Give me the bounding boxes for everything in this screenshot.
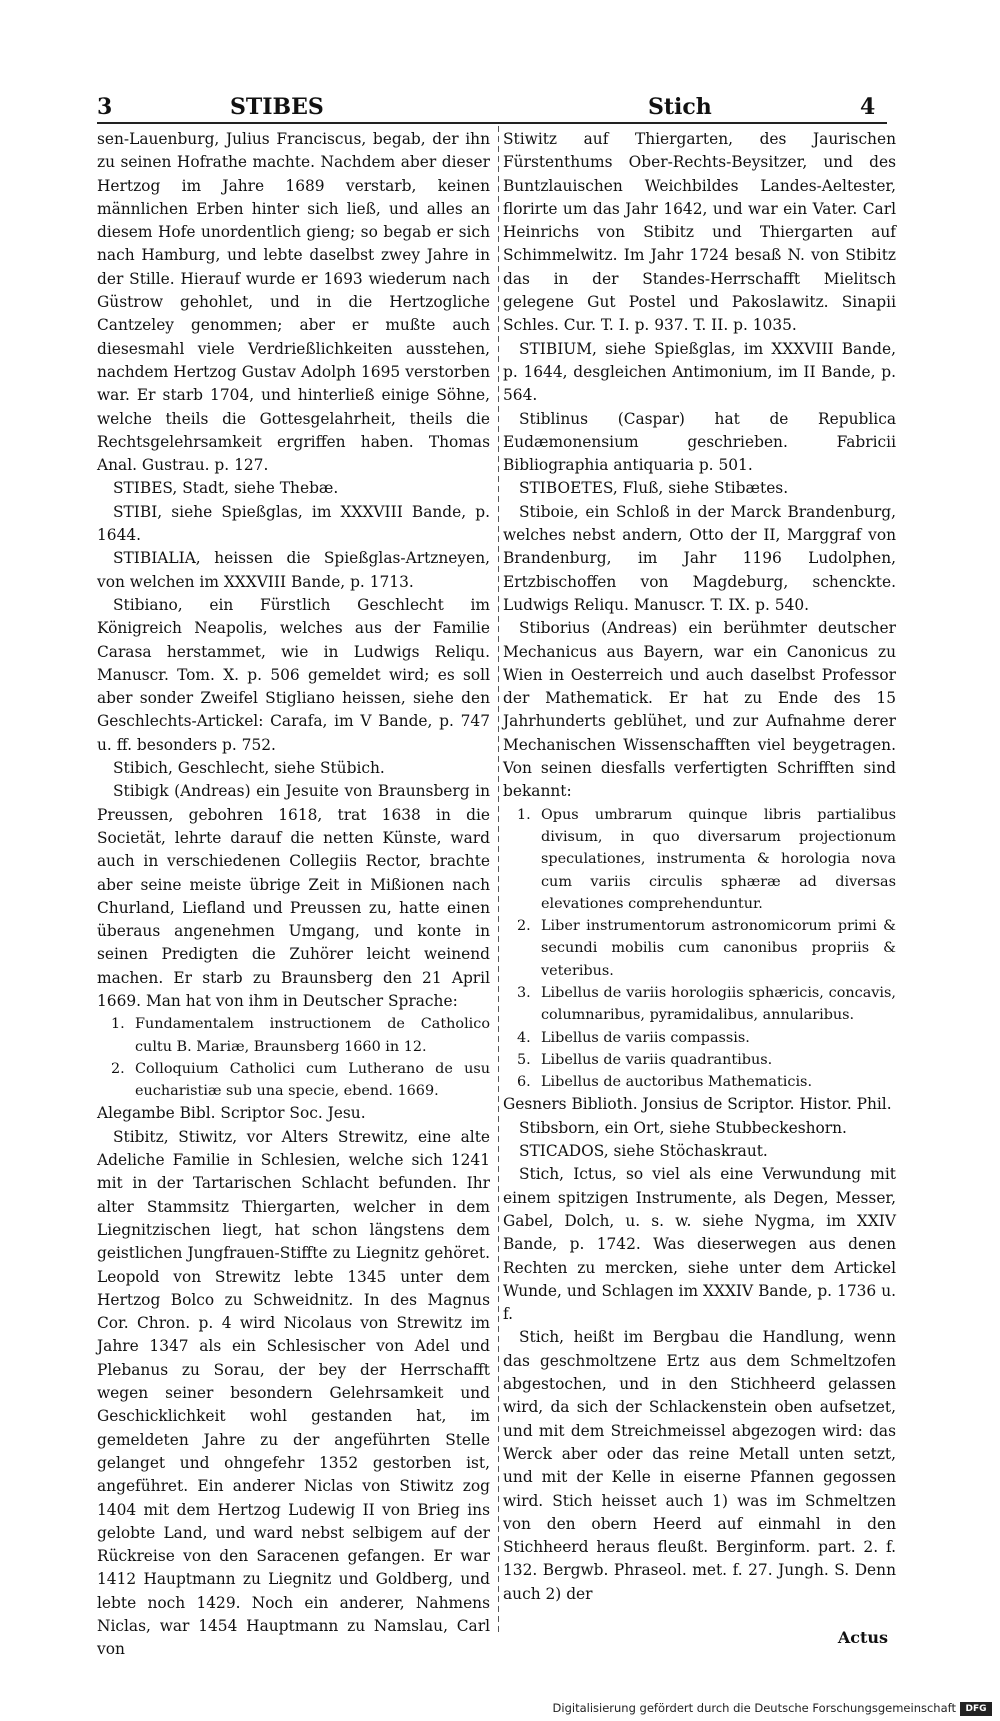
entry-paragraph: Stibich, Geschlecht, siehe Stübich. bbox=[113, 759, 385, 778]
list-item-number: 1. bbox=[111, 1016, 125, 1033]
entry-paragraph: Stiboie, ein Schloß in der Marck Brandenburg, welches nebst andern, Otto der II, Marggraf von Brandenburg, im Jahr 1196 Ludolphen, Ertzbischoffen von Magdeburg, schenckte. Ludwigs Reliqu. Manuscr. T. IX. p. 540. bbox=[503, 502, 896, 614]
entry-paragraph: STIBIUM, siehe Spießglas, im XXXVIII Bande, p. 1644, desgleichen Antimonium, im II Bande, p. 564. bbox=[503, 339, 896, 405]
list-item-number: 5. bbox=[517, 1051, 531, 1068]
entry-paragraph: Stiblinus (Caspar) hat de Republica Eudæmonensium geschrieben. Fabricii Bibliographia antiquaria p. 501. bbox=[503, 409, 896, 475]
left-running-head: STIBES bbox=[230, 94, 324, 120]
list-item-number: 3. bbox=[517, 984, 531, 1001]
entry-paragraph: Stibiano, ein Fürstlich Geschlecht im Königreich Neapolis, welches aus der Familie Carasa herstammet, wie in Ludwigs Reliqu. Manuscr. Tom. X. p. 506 gemeldet wird; es soll aber sonder Zweifel Stigliano heissen, siehe den Geschlechts-Artickel: Carafa, im V Bande, p. 747 u. ff. besonders p. 752. bbox=[97, 595, 490, 754]
list-item-number: 1. bbox=[517, 806, 531, 823]
left-column bbox=[97, 128, 490, 1662]
left-page-number: 3 bbox=[97, 94, 113, 120]
list-item-number: 2. bbox=[517, 918, 531, 935]
list-item-text: Libellus de variis horologiis sphæricis, concavis, columnaribus, pyramidalibus, annularibus. bbox=[541, 984, 896, 1024]
works-list bbox=[503, 804, 896, 1094]
entry-paragraph: Stibitz, Stiwitz, vor Alters Strewitz, eine alte Adeliche Familie in Schlesien, welche sich 1241 mit in der Tartarischen Schlacht befunden. Ihr alter Stammsitz Thiergarten, welcher in dem Liegnitzischen liegt, hat schon längstens dem geistlichen Jungfrauen-Stiffte zu Liegnitz gehöret. Leopold von Strewitz lebte 1345 unter dem Hertzog Bolco zu Schweidnitz. In des Magnus Cor. Chron. p. 4 wird Nicolaus von Strewitz im Jahre 1347 als ein Schlesischer von Adel und Plebanus zu Sorau, der bey der Herrschafft wegen seiner besondern Gelehrsamkeit und Geschicklichkeit wohl gestanden hat, im gemeldeten Jahre zu der angeführten Stelle gelanget und ohngefehr 1352 gestorben ist, angeführet. Ein anderer Niclas von Stiwitz zog 1404 mit dem Hertzog Ludewig II von Brieg ins gelobte Land, und ward nebst selbigem auf der Rückreise von den Saracenen gefangen. Er war 1412 Hauptmann zu Liegnitz und Goldberg, und lebte noch 1429. Noch ein anderer, Nahmens Niclas, war 1454 Hauptmann zu Namslau, Carl von bbox=[97, 1127, 490, 1659]
right-column bbox=[503, 128, 896, 1606]
entry-paragraph: Alegambe Bibl. Scriptor Soc. Jesu. bbox=[97, 1104, 366, 1123]
list-item bbox=[503, 915, 896, 982]
entry-paragraph: STIBOETES, Fluß, siehe Stibætes. bbox=[519, 479, 789, 498]
entry-paragraph: Stich, heißt im Bergbau die Handlung, wenn das geschmoltzene Ertz aus dem Schmeltzofen abgestochen, und in den Stichheerd gelassen wird, da sich der Schlackenstein oben aufsetzet, und mit dem Streichmeissel abgezogen wird: das Werck aber oder das reine Metall unten setzt, und mit der Kelle in eiserne Pfannen gegossen wird. Stich heisset auch 1) was im Schmeltzen von den obern Heerd auf einmahl in den Stichheerd heraus fleußt. Berginform. part. 2. f. 132. Bergwb. Phraseol. met. f. 27. Jungh. S. Denn auch 2) der bbox=[503, 1328, 896, 1603]
entry-paragraph: sen-Lauenburg, Julius Franciscus, begab, der ihn zu seinen Hofrathe machte. Nachdem aber dieser Hertzog im Jahre 1689 verstarb, keinen männlichen Erben hinter sich ließ, und alles an diesem Hofe unordentlich gieng; so begab er sich nach Hamburg, und lebte daselbst zwey Jahre in der Stille. Hierauf wurde er 1693 wiederum nach Güstrow gehohlet, und in die Hertzogliche Cantzeley genommen; aber er mußte auch diesesmahl viele Verdrießlichkeiten ausstehen, nachdem Hertzog Gustav Adolph 1695 verstorben war. Er starb 1704, und hinterließ einige Söhne, welche theils die Gottesgelahrheit, theils die Rechtsgelehrsamkeit ergriffen haben. Thomas Anal. Gustrau. p. 127. bbox=[97, 130, 490, 475]
list-item bbox=[503, 1071, 896, 1093]
column-divider bbox=[498, 126, 499, 1636]
entry-paragraph: Stibsborn, ein Ort, siehe Stubbeckeshorn. bbox=[519, 1118, 847, 1137]
list-item bbox=[503, 804, 896, 915]
list-item-text: Libellus de variis quadrantibus. bbox=[541, 1051, 773, 1068]
entry-paragraph: Stiborius (Andreas) ein berühmter deutscher Mechanicus aus Bayern, war ein Canonicus zu Wien in Oesterreich und auch daselbst Professor der Mathematick. Er hat zu Ende des 15 Jahrhunderts geblühet, und zur Aufnahme derer Mechanischen Wissenschafften viel beygetragen. Von seinen diesfalls verfertigten Schrifften sind bekannt: bbox=[503, 619, 896, 801]
entry-paragraph: STIBI, siehe Spießglas, im XXXVIII Bande, p. 1644. bbox=[97, 502, 490, 545]
list-item-text: Opus umbrarum quinque libris partialibus divisum, in quo diversarum projectionum speculationes, instrumenta & horologia nova cum variis circulis sphæræ ad diversas elevationes comprehenduntur. bbox=[541, 806, 896, 912]
list-item bbox=[97, 1058, 490, 1103]
entry-paragraph: STIBIALIA, heissen die Spießglas-Artzneyen, von welchen im XXXVIII Bande, p. 1713. bbox=[97, 549, 490, 591]
list-item-text: Colloquium Catholici cum Lutherano de usu eucharistiæ sub una specie, ebend. 1669. bbox=[135, 1060, 490, 1100]
list-item-text: Fundamentalem instructionem de Catholico cultu B. Mariæ, Braunsberg 1660 in 12. bbox=[135, 1016, 490, 1055]
entry-paragraph: Gesners Biblioth. Jonsius de Scriptor. Histor. Phil. bbox=[503, 1095, 892, 1114]
entry-paragraph: STIBES, Stadt, siehe Thebæ. bbox=[113, 479, 339, 498]
dfg-logo-icon: DFG bbox=[960, 1702, 992, 1716]
entry-paragraph: Stich, Ictus, so viel als eine Verwundung mit einem spitzigen Instrumente, als Degen, Messer, Gabel, Dolch, u. s. w. siehe Nygma, im XXIV Bande, p. 1742. Was dieserwegen aus denen Rechten zu mercken, siehe unter dem Artickel Wunde, und Schlagen im XXXIV Bande, p. 1736 u. f. bbox=[503, 1165, 896, 1324]
right-page-number: 4 bbox=[860, 94, 876, 120]
list-item-text: Libellus de variis compassis. bbox=[541, 1029, 750, 1046]
list-item bbox=[503, 1049, 896, 1071]
list-item-text: Libellus de auctoribus Mathematicis. bbox=[541, 1074, 813, 1091]
digitization-footer bbox=[0, 1695, 1000, 1721]
entry-paragraph: Stibigk (Andreas) ein Jesuite von Braunsberg in Preussen, gebohren 1618, trat 1638 in die Societät, lehrte darauf die netten Künste, ward auch in verschiedenen Collegiis Rector, brachte aber seine meiste übrige Zeit in Mißionen nach Churland, Liefland und Preussen zu, hatte einen überaus angenehmen Umgang, und konte in seinen Predigten die Zuhörer leicht weinend machen. Er starb zu Braunsberg den 21 April 1669. Man hat von ihm in Deutscher Sprache: bbox=[97, 782, 490, 1010]
list-item bbox=[503, 982, 896, 1027]
list-item bbox=[503, 1027, 896, 1049]
list-item-text: Liber instrumentorum astronomicorum primi & secundi mobilis cum canonibus propriis & veteribus. bbox=[541, 918, 896, 979]
list-item-number: 6. bbox=[517, 1074, 531, 1091]
header-rule bbox=[97, 122, 887, 124]
list-item-number: 4. bbox=[517, 1029, 531, 1046]
works-list bbox=[97, 1013, 490, 1102]
list-item bbox=[97, 1013, 490, 1058]
list-item-number: 2. bbox=[111, 1060, 125, 1077]
catchword: Actus bbox=[837, 1628, 888, 1647]
footer-credit: Digitalisierung gefördert durch die Deutsche Forschungsgemeinschaft bbox=[552, 1701, 956, 1715]
entry-paragraph: Stiwitz auf Thiergarten, des Jaurischen Fürstenthums Ober-Rechts-Beysitzer, und des Buntzlauischen Weichbildes Landes-Aeltester, florirte um das Jahr 1642, und war ein Vater. Carl Heinrichs von Stibitz und Thiergarten auf Schimmelwitz. Im Jahr 1724 besaß N. von Stibitz das in der Standes-Herrschafft Mielitsch gelegene Gut Postel und Pakoslawitz. Sinapii Schles. Cur. T. I. p. 937. T. II. p. 1035. bbox=[503, 130, 896, 335]
right-running-head: Stich bbox=[648, 94, 712, 120]
entry-paragraph: STICADOS, siehe Stöchaskraut. bbox=[519, 1142, 768, 1161]
